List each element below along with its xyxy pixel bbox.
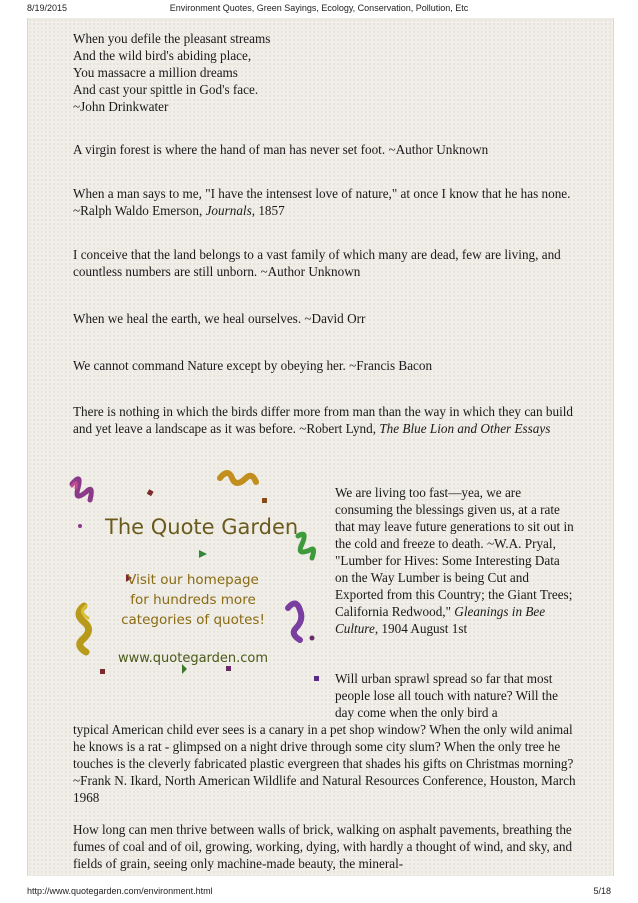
quote-source: Gleanings in Bee Culture [335, 604, 546, 636]
banner-url[interactable]: www.quotegarden.com [117, 651, 269, 666]
quote-bacon: We cannot command Nature except by obeying her. ~Francis Bacon [73, 358, 433, 373]
poem-quote [73, 30, 573, 115]
poem-line: You massacre a million dreams [73, 65, 238, 80]
quote-ikard-rest: typical American child ever sees is a canary in a pet shop window? When the only wild animal he knows is a rat - glimpsed on a night drive through some city slum? When the only tree he touches is the cleverly fabricated plastic evergreen that shades his gifts on Christmas morning? ~Frank N. Ikard, North American Wildlife and Natural Resources Conference, Houston, March 1968 [73, 722, 576, 805]
quote-pryal: We are living too fast—yea, we are consuming the blessings given us, at a rate that may leave future generations to sit out in the cold and freeze to death. ~W.A. Pryal, "Lumber for Hives: Some Interesting Data on the Way Lumber is being Cut and Exported from this Country; the Giant Trees; California Redwood," Gleanings in Bee Culture, 1904 August 1st [335, 485, 574, 636]
quote-brick-walls: How long can men thrive between walls of brick, walking on asphalt pavements, breathing the fumes of coal and of oil, growing, working, dying, with hardly a thought of wind, and sky, and fields of grain, seeing only machine-made beauty, the mineral- [73, 822, 573, 871]
print-date: 8/19/2015 [27, 3, 68, 13]
quote-lynd: There is nothing in which the birds differ more from man than the way in which they can build and yet leave a landscape as it was before. ~Robert Lynd, The Blue Lion and Other Essays [73, 404, 574, 436]
poem-line: And the wild bird's abiding place, [73, 48, 252, 63]
print-footer [0, 886, 638, 902]
quote-land-family: I conceive that the land belongs to a vast family of which many are dead, few are living, and countless numbers are still unborn. ~Author Unknown [73, 247, 561, 279]
quote-ikard-top: Will urban sprawl spread so far that most people lose all touch with nature? Will the day come when the only bird a [335, 671, 558, 720]
quote-emerson: When a man says to me, "I have the intensest love of nature," at once I know that he has none. ~Ralph Waldo Emerson, Journals, 1857 [73, 186, 571, 218]
banner-line: Visit our homepage [127, 572, 259, 588]
print-url: http://www.quotegarden.com/environment.html [27, 886, 213, 896]
poem-line: When you defile the pleasant streams [73, 31, 271, 46]
quote-virgin-forest: A virgin forest is where the hand of man has never set foot. ~Author Unknown [73, 142, 489, 157]
print-title: Environment Quotes, Green Sayings, Ecology, Conservation, Pollution, Etc [169, 3, 469, 13]
poem-line: And cast your spittle in God's face. [73, 82, 259, 97]
quote-orr: When we heal the earth, we heal ourselves. ~David Orr [73, 311, 366, 326]
page-number: 5/18 [593, 886, 611, 896]
quote-source: Journals [205, 203, 252, 218]
banner-line: for hundreds more [130, 592, 256, 608]
quote-garden-banner[interactable] [62, 466, 324, 692]
poem-author: ~John Drinkwater [73, 99, 169, 114]
print-header [0, 0, 638, 18]
quote-source: The Blue Lion and Other Essays [379, 421, 551, 436]
banner-line: categories of quotes! [121, 612, 265, 628]
banner-title: The Quote Garden [105, 515, 299, 539]
